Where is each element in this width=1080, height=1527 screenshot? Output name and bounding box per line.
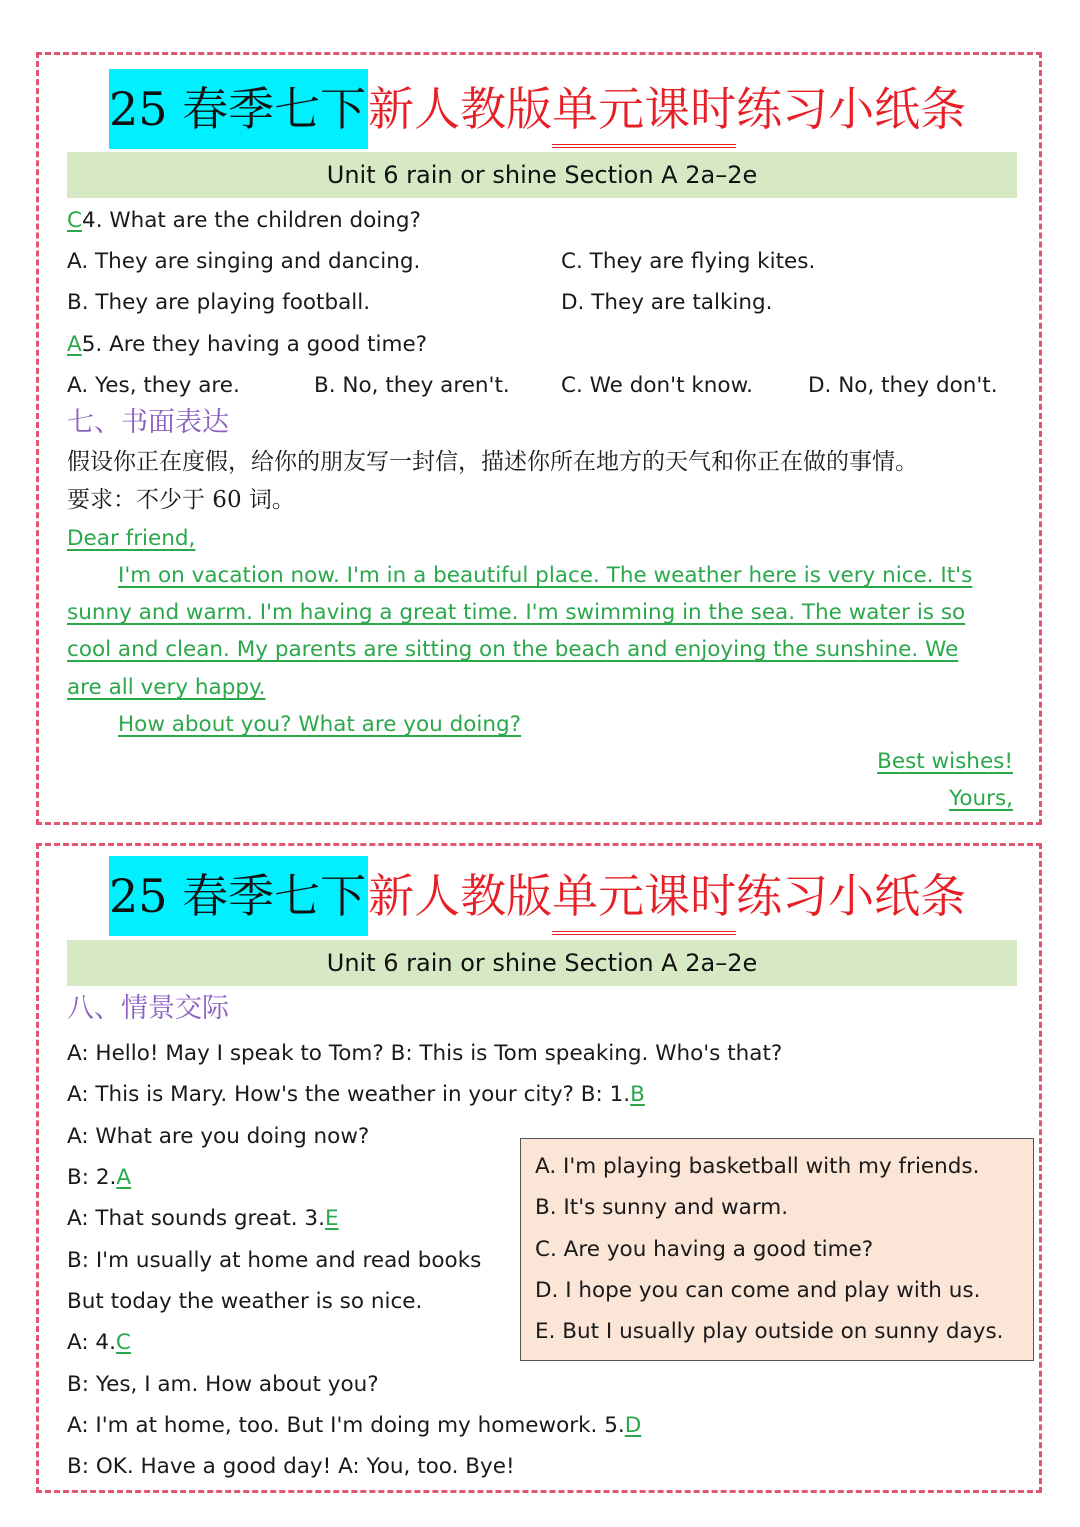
- letter-closing: Best wishes!: [877, 749, 1013, 774]
- question-5: [67, 330, 427, 360]
- letter-line-4: are all very happy.: [67, 675, 266, 700]
- dialogue-line-8: A: 4.C: [67, 1330, 131, 1355]
- option-d: D. I hope you can come and play with us.: [535, 1278, 981, 1303]
- worksheet-card-1: [36, 52, 1042, 825]
- page-title: [109, 856, 966, 936]
- q4-option-c: C. They are flying kites.: [561, 249, 816, 274]
- q4-option-a: A. They are singing and dancing.: [67, 249, 421, 274]
- answer-letter: C: [115, 1330, 131, 1355]
- q4-option-b: B. They are playing football.: [67, 290, 371, 315]
- title-red-plain: 新人教版: [368, 82, 553, 136]
- dialogue-line-9: B: Yes, I am. How about you?: [67, 1372, 379, 1397]
- q5-option-d: D. No, they don't.: [808, 373, 998, 398]
- dialogue-line-3: A: What are you doing now?: [67, 1124, 370, 1149]
- title-red-tail: 练习小纸条: [736, 82, 967, 136]
- options-box: [520, 1138, 1034, 1361]
- q5-option-a: A. Yes, they are.: [67, 373, 240, 398]
- option-e: E. But I usually play outside on sunny days.: [535, 1319, 1004, 1344]
- dialogue-line-4: B: 2.A: [67, 1165, 132, 1190]
- writing-prompt-line-1: 假设你正在度假，给你的朋友写一封信，描述你所在地方的天气和你正在做的事情。: [67, 449, 918, 475]
- question-text: 5. Are they having a good time?: [81, 332, 428, 357]
- dialogue-line-1: A: Hello! May I speak to Tom? B: This is Tom speaking. Who's that?: [67, 1041, 783, 1066]
- dialogue-line-5: A: That sounds great. 3.E: [67, 1206, 339, 1231]
- letter-signature: Yours,: [949, 786, 1013, 811]
- title-red-underlined: 单元课时: [552, 74, 736, 148]
- q5-option-c: C. We don't know.: [561, 373, 754, 398]
- answer-letter: A: [67, 332, 82, 357]
- letter-line-2: sunny and warm. I'm having a great time. I'm swimming in the sea. The water is so: [67, 600, 966, 625]
- option-a: A. I'm playing basketball with my friends.: [535, 1154, 980, 1179]
- title-red-underlined: 单元课时: [552, 861, 736, 935]
- worksheet-card-2: [36, 843, 1042, 1493]
- answer-letter: B: [630, 1082, 645, 1107]
- option-c: C. Are you having a good time?: [535, 1237, 874, 1262]
- letter-line-3: cool and clean. My parents are sitting on the beach and enjoying the sunshine. We: [67, 637, 959, 662]
- section-title-writing: 七、书面表达: [67, 407, 229, 438]
- question-4: [67, 206, 421, 236]
- q4-option-d: D. They are talking.: [561, 290, 773, 315]
- dialogue-line-10: A: I'm at home, too. But I'm doing my homework. 5.D: [67, 1413, 642, 1438]
- letter-line-5: How about you? What are you doing?: [118, 712, 522, 737]
- title-highlight: 25 春季七下: [109, 69, 368, 149]
- dialogue-line-7: But today the weather is so nice.: [67, 1289, 423, 1314]
- section-title-dialogue: 八、情景交际: [67, 993, 229, 1024]
- q5-option-b: B. No, they aren't.: [314, 373, 510, 398]
- option-b: B. It's sunny and warm.: [535, 1195, 789, 1220]
- letter-line-1: I'm on vacation now. I'm in a beautiful place. The weather here is very nice. It's: [118, 563, 973, 588]
- answer-letter: D: [624, 1413, 642, 1438]
- unit-bar: Unit 6 rain or shine Section A 2a–2e: [67, 152, 1017, 198]
- page-title: [109, 69, 966, 149]
- writing-prompt-line-2: 要求：不少于 60 词。: [67, 487, 295, 513]
- dialogue-line-2: A: This is Mary. How's the weather in your city? B: 1.B: [67, 1082, 645, 1107]
- unit-bar: Unit 6 rain or shine Section A 2a–2e: [67, 940, 1017, 986]
- dialogue-line-6: B: I'm usually at home and read books: [67, 1248, 482, 1273]
- answer-letter: C: [67, 208, 83, 233]
- dialogue-line-11: B: OK. Have a good day! A: You, too. Bye!: [67, 1454, 515, 1479]
- answer-letter: E: [324, 1206, 339, 1231]
- title-red-tail: 练习小纸条: [736, 869, 967, 923]
- question-text: 4. What are the children doing?: [82, 208, 421, 233]
- answer-letter: A: [116, 1165, 132, 1190]
- title-red-plain: 新人教版: [368, 869, 553, 923]
- title-highlight: 25 春季七下: [109, 856, 368, 936]
- letter-greeting: Dear friend,: [67, 526, 196, 551]
